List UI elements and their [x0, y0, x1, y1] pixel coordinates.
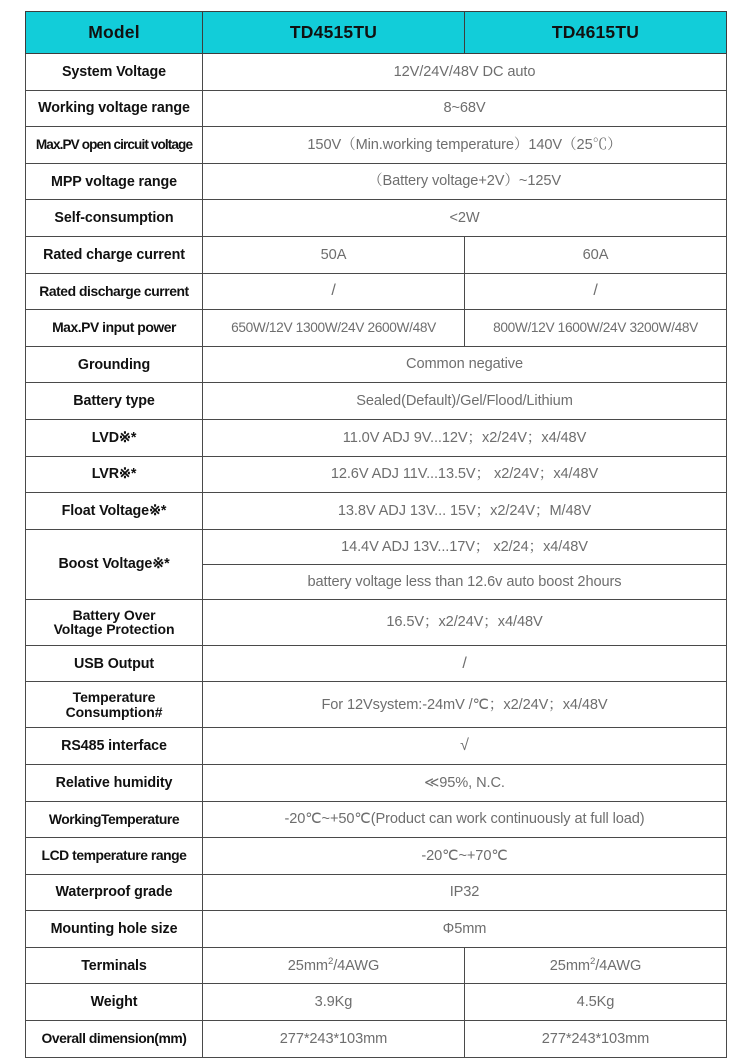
- row-value-primary: 14.4V ADJ 13V...17V； x2/24；x4/48V: [203, 529, 727, 564]
- table-row: [26, 236, 727, 273]
- table-row: [26, 682, 727, 728]
- row-value-model-b: /: [465, 273, 727, 310]
- row-value-model-b: 4.5Kg: [465, 984, 727, 1021]
- row-value-shared: Sealed(Default)/Gel/Flood/Lithium: [203, 383, 727, 420]
- row-value-shared: IP32: [203, 874, 727, 911]
- table-row: [26, 645, 727, 682]
- table-row: [26, 127, 727, 164]
- row-value-shared: <2W: [203, 200, 727, 237]
- row-value-shared: 150V（Min.working temperature）140V（25℃）: [203, 127, 727, 164]
- row-label: WorkingTemperature: [26, 801, 203, 838]
- table-row: [26, 163, 727, 200]
- table-row: [26, 346, 727, 383]
- row-value-shared: （Battery voltage+2V）~125V: [203, 163, 727, 200]
- row-label: Battery Over Voltage Protection: [26, 599, 203, 645]
- table-row: [26, 984, 727, 1021]
- row-label: Float Voltage※*: [26, 493, 203, 530]
- header-model-a: TD4515TU: [203, 12, 465, 54]
- row-label: Mounting hole size: [26, 911, 203, 948]
- row-value-model-a: /: [203, 273, 465, 310]
- table-row: [26, 54, 727, 91]
- row-value-model-b: 800W/12V 1600W/24V 3200W/48V: [465, 310, 727, 347]
- row-value-shared: -20℃~+50℃(Product can work continuously at full load): [203, 801, 727, 838]
- row-label: LCD temperature range: [26, 838, 203, 875]
- table-row: [26, 456, 727, 493]
- table-row: [26, 801, 727, 838]
- row-value-shared: 8~68V: [203, 90, 727, 127]
- table-row: [26, 874, 727, 911]
- row-value-shared: 13.8V ADJ 13V... 15V；x2/24V；M/48V: [203, 493, 727, 530]
- row-value-shared: 16.5V；x2/24V；x4/48V: [203, 599, 727, 645]
- row-value-shared: √: [203, 728, 727, 765]
- row-value-model-a: 277*243*103mm: [203, 1021, 465, 1058]
- row-label: Temperature Consumption#: [26, 682, 203, 728]
- row-value-shared: 12V/24V/48V DC auto: [203, 54, 727, 91]
- table-header-row: [26, 12, 727, 54]
- row-value-model-b: $25mm^2/4AWG$: [465, 947, 727, 984]
- row-value-shared: For 12Vsystem:-24mV /℃；x2/24V；x4/48V: [203, 682, 727, 728]
- table-body: [26, 12, 727, 1058]
- table-row: [26, 1021, 727, 1058]
- table-row: [26, 273, 727, 310]
- table-row: [26, 90, 727, 127]
- row-label: Boost Voltage※*: [26, 529, 203, 599]
- specification-table: [25, 11, 727, 1058]
- table-row: [26, 764, 727, 801]
- row-label: LVD※*: [26, 419, 203, 456]
- row-value-model-b: 277*243*103mm: [465, 1021, 727, 1058]
- row-label: Working voltage range: [26, 90, 203, 127]
- row-label: Self-consumption: [26, 200, 203, 237]
- row-value-shared: ≪95%, N.C.: [203, 764, 727, 801]
- row-label: Overall dimension(mm): [26, 1021, 203, 1058]
- row-label: MPP voltage range: [26, 163, 203, 200]
- row-value-shared: /: [203, 645, 727, 682]
- table-row: [26, 947, 727, 984]
- header-model-b: TD4615TU: [465, 12, 727, 54]
- row-label: Grounding: [26, 346, 203, 383]
- row-label: Weight: [26, 984, 203, 1021]
- table-row: [26, 310, 727, 347]
- row-value-model-a: $25mm^2/4AWG$: [203, 947, 465, 984]
- header-label-model: Model: [26, 12, 203, 54]
- row-label: Waterproof grade: [26, 874, 203, 911]
- table-row: [26, 419, 727, 456]
- row-value-secondary: battery voltage less than 12.6v auto boost 2hours: [203, 564, 727, 599]
- table-row: [26, 728, 727, 765]
- table-row: [26, 599, 727, 645]
- table-row: [26, 529, 727, 564]
- table-row: [26, 493, 727, 530]
- row-label: Relative humidity: [26, 764, 203, 801]
- row-label: Max.PV open circuit voltage: [26, 127, 203, 164]
- row-value-shared: 11.0V ADJ 9V...12V；x2/24V；x4/48V: [203, 419, 727, 456]
- row-label: RS485 interface: [26, 728, 203, 765]
- row-value-shared: Common negative: [203, 346, 727, 383]
- row-label: LVR※*: [26, 456, 203, 493]
- table-row: [26, 911, 727, 948]
- row-value-model-a: 650W/12V 1300W/24V 2600W/48V: [203, 310, 465, 347]
- row-label: Battery type: [26, 383, 203, 420]
- row-value-shared: Φ5mm: [203, 911, 727, 948]
- row-value-model-b: 60A: [465, 236, 727, 273]
- row-label: Rated discharge current: [26, 273, 203, 310]
- row-value-model-a: 3.9Kg: [203, 984, 465, 1021]
- row-value-shared: 12.6V ADJ 11V...13.5V； x2/24V；x4/48V: [203, 456, 727, 493]
- row-value-shared: -20℃~+70℃: [203, 838, 727, 875]
- row-label: Terminals: [26, 947, 203, 984]
- table-row: [26, 838, 727, 875]
- row-label: USB Output: [26, 645, 203, 682]
- row-label: System Voltage: [26, 54, 203, 91]
- row-label: Rated charge current: [26, 236, 203, 273]
- table-row: [26, 383, 727, 420]
- row-label: Max.PV input power: [26, 310, 203, 347]
- row-value-model-a: 50A: [203, 236, 465, 273]
- table-row: [26, 200, 727, 237]
